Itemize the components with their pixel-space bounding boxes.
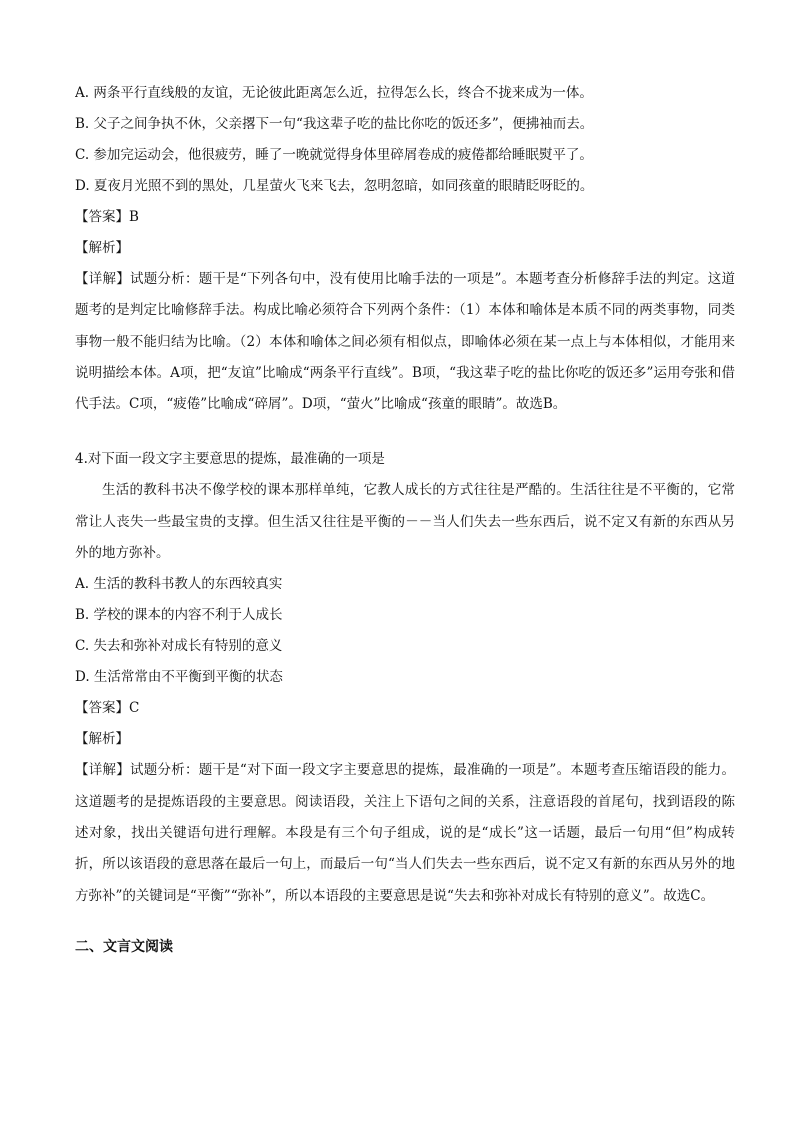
spacer — [75, 912, 735, 932]
option-d: D. 生活常常由不平衡到平衡的状态 — [75, 669, 283, 686]
answer-label: 【答案】C — [75, 700, 140, 717]
analysis-detail: 【详解】试题分析：题干是“对下面一段文字主要意思的提炼，最准确的一项是”。本题考查压缩语段的能力。这道题考的是提炼语段的主要意思。阅读语段，关注上下语句之间的关系，注意语段的首尾句，找到语段的陈述对象，找出关键语句进行理解。本段是有三个句子组成，说的是“成长”这一话题，最后一句用“但”构成转折，所以该语段的意思落在最后一句上，而最后一句“当人们失去一些东西后，说不定又有新的东西从另外的地方弥补”的关键词是“平衡”“弥补”，所以本语段的主要意思是说“失去和弥补对成长有特别的意义”。故选C。 — [75, 762, 735, 904]
option-a: A. 生活的教科书教人的东西较真实 — [75, 576, 283, 593]
option-c: C. 失去和弥补对成长有特别的意义 — [75, 638, 283, 655]
option-b: B. 学校的课本的内容不利于人成长 — [75, 607, 283, 624]
question-4-options — [75, 569, 735, 693]
document-page — [75, 78, 735, 963]
option-a: A. 两条平行直线般的友谊，无论彼此距离怎么近，拉得怎么长，终合不拢来成为一体。 — [75, 85, 593, 101]
analysis-label: 【解析】 — [75, 240, 129, 256]
spacer — [75, 420, 735, 444]
section-heading: 二、文言文阅读 — [75, 938, 173, 955]
question-4-stem: 4.对下面一段文字主要意思的提炼，最准确的一项是 — [75, 451, 385, 468]
analysis-label: 【解析】 — [75, 731, 129, 748]
option-c: C. 参加完运动会，他很疲劳，睡了一晚就觉得身体里碎屑卷成的疲倦都给睡眠熨平了。 — [75, 147, 593, 163]
option-b: B. 父子之间争执不休，父亲撂下一句“我这辈子吃的盐比你吃的饭还多”，便拂袖而去。 — [75, 116, 594, 132]
question-4-passage: 生活的教科书决不像学校的课本那样单纯，它教人成长的方式往往是严酷的。生活往往是不平衡的，它常常让人丧失一些最宝贵的支撑。但生活又往往是平衡的－－当人们失去一些东西后，说不定又有新的东西从另外的地方弥补。 — [75, 482, 735, 562]
question-3-options — [75, 78, 735, 202]
answer-label: 【答案】B — [75, 209, 139, 225]
analysis-detail: 【详解】试题分析：题干是“下列各句中，没有使用比喻手法的一项是”。本题考查分析修辞手法的判定。这道题考的是判定比喻修辞手法。构成比喻必须符合下列两个条件：（1）本体和喻体是本质不同的两类事物，同类事物一般不能归结为比喻。（2）本体和喻体之间必须有相似点，即喻体必须在某一点上与本体相似，才能用来说明描绘本体。A项，把“友谊”比喻成“两条平行直线”。B项，“我这辈子吃的盐比你吃的饭还多”运用夸张和借代手法。C项，“疲倦”比喻成“碎屑”。D项，“萤火”比喻成“孩童的眼睛”。故选B。 — [75, 271, 735, 413]
option-d: D. 夏夜月光照不到的黑处，几星萤火飞来飞去，忽明忽暗，如同孩童的眼睛眨呀眨的。 — [75, 178, 594, 194]
